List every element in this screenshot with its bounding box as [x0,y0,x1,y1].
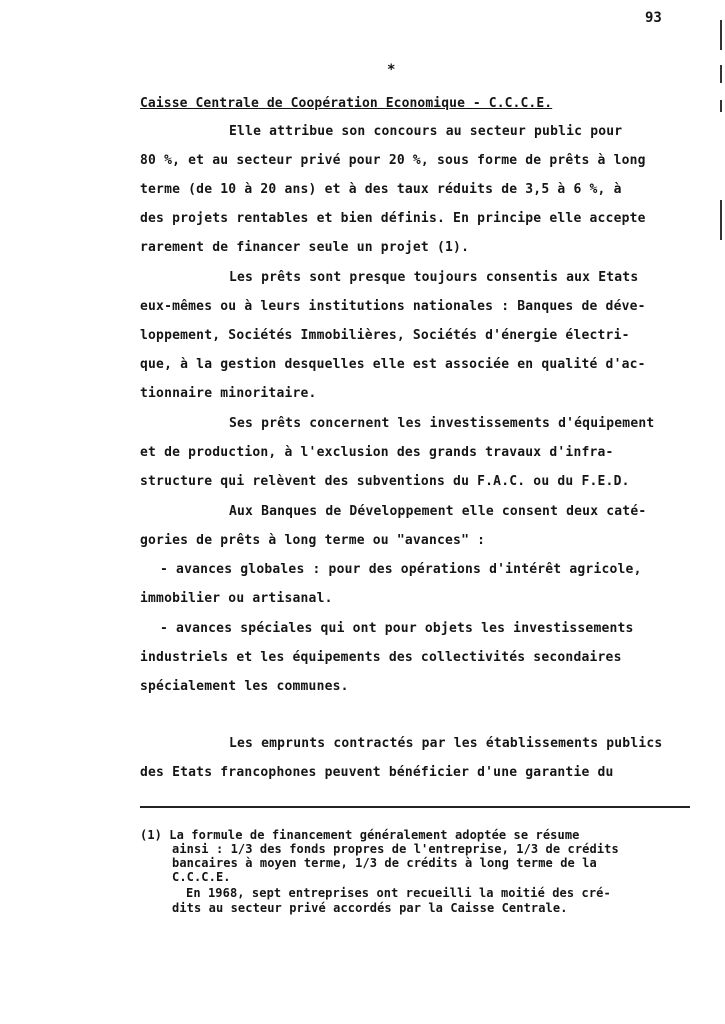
body-line: Aux Banques de Développement elle consent deux caté- [229,504,647,519]
body-line: Les emprunts contractés par les établissements publics [229,736,663,751]
body-line: immobilier ou artisanal. [140,591,333,606]
list-item: - avances spéciales qui ont pour objets les investissements [160,621,634,636]
body-line: Elle attribue son concours au secteur public pour [229,124,623,139]
edge-mark [720,20,722,50]
edge-mark [720,100,722,112]
body-line: que, à la gestion desquelles elle est associée en qualité d'ac- [140,357,646,372]
body-line: structure qui relèvent des subventions du F.A.C. ou du F.E.D. [140,474,630,489]
list-item: - avances globales : pour des opérations d'intérêt agricole, [160,562,642,577]
body-line: 80 %, et au secteur privé pour 20 %, sous forme de prêts à long [140,153,646,168]
body-line: spécialement les communes. [140,679,349,694]
footnote-line: bancaires à moyen terme, 1/3 de crédits à long terme de la [172,856,597,870]
body-line: Ses prêts concernent les investissements d'équipement [229,416,655,431]
footnote-line: ainsi : 1/3 des fonds propres de l'entreprise, 1/3 de crédits [172,842,619,856]
body-line: et de production, à l'exclusion des grands travaux d'infra- [140,445,614,460]
body-line: des projets rentables et bien définis. En principe elle accepte [140,211,646,226]
edge-mark [720,200,722,240]
edge-mark [720,65,722,83]
footnote-line: dits au secteur privé accordés par la Caisse Centrale. [172,901,568,915]
footnote-separator [140,806,690,808]
body-line: Les prêts sont presque toujours consentis aux Etats [229,270,639,285]
footnote-line: En 1968, sept entreprises ont recueilli la moitié des cré- [186,886,611,900]
footnote-line: (1) La formule de financement généralement adoptée se résume [140,828,580,842]
body-line: eux-mêmes ou à leurs institutions nationales : Banques de déve- [140,299,646,314]
body-line: rarement de financer seule un projet (1). [140,240,470,255]
page-number: 93 [645,10,662,26]
footnote-line: C.C.C.E. [172,870,231,884]
section-mark: * [387,62,396,78]
scan-edge-marks [720,20,723,240]
body-line: tionnaire minoritaire. [140,386,317,401]
body-line: industriels et les équipements des collectivités secondaires [140,650,622,665]
body-line: des Etats francophones peuvent bénéficier d'une garantie du [140,765,614,780]
body-line: loppement, Sociétés Immobilières, Sociétés d'énergie électri- [140,328,630,343]
section-heading: Caisse Centrale de Coopération Economique - C.C.C.E. [140,96,553,111]
body-line: terme (de 10 à 20 ans) et à des taux réduits de 3,5 à 6 %, à [140,182,622,197]
body-line: gories de prêts à long terme ou "avances" : [140,533,486,548]
